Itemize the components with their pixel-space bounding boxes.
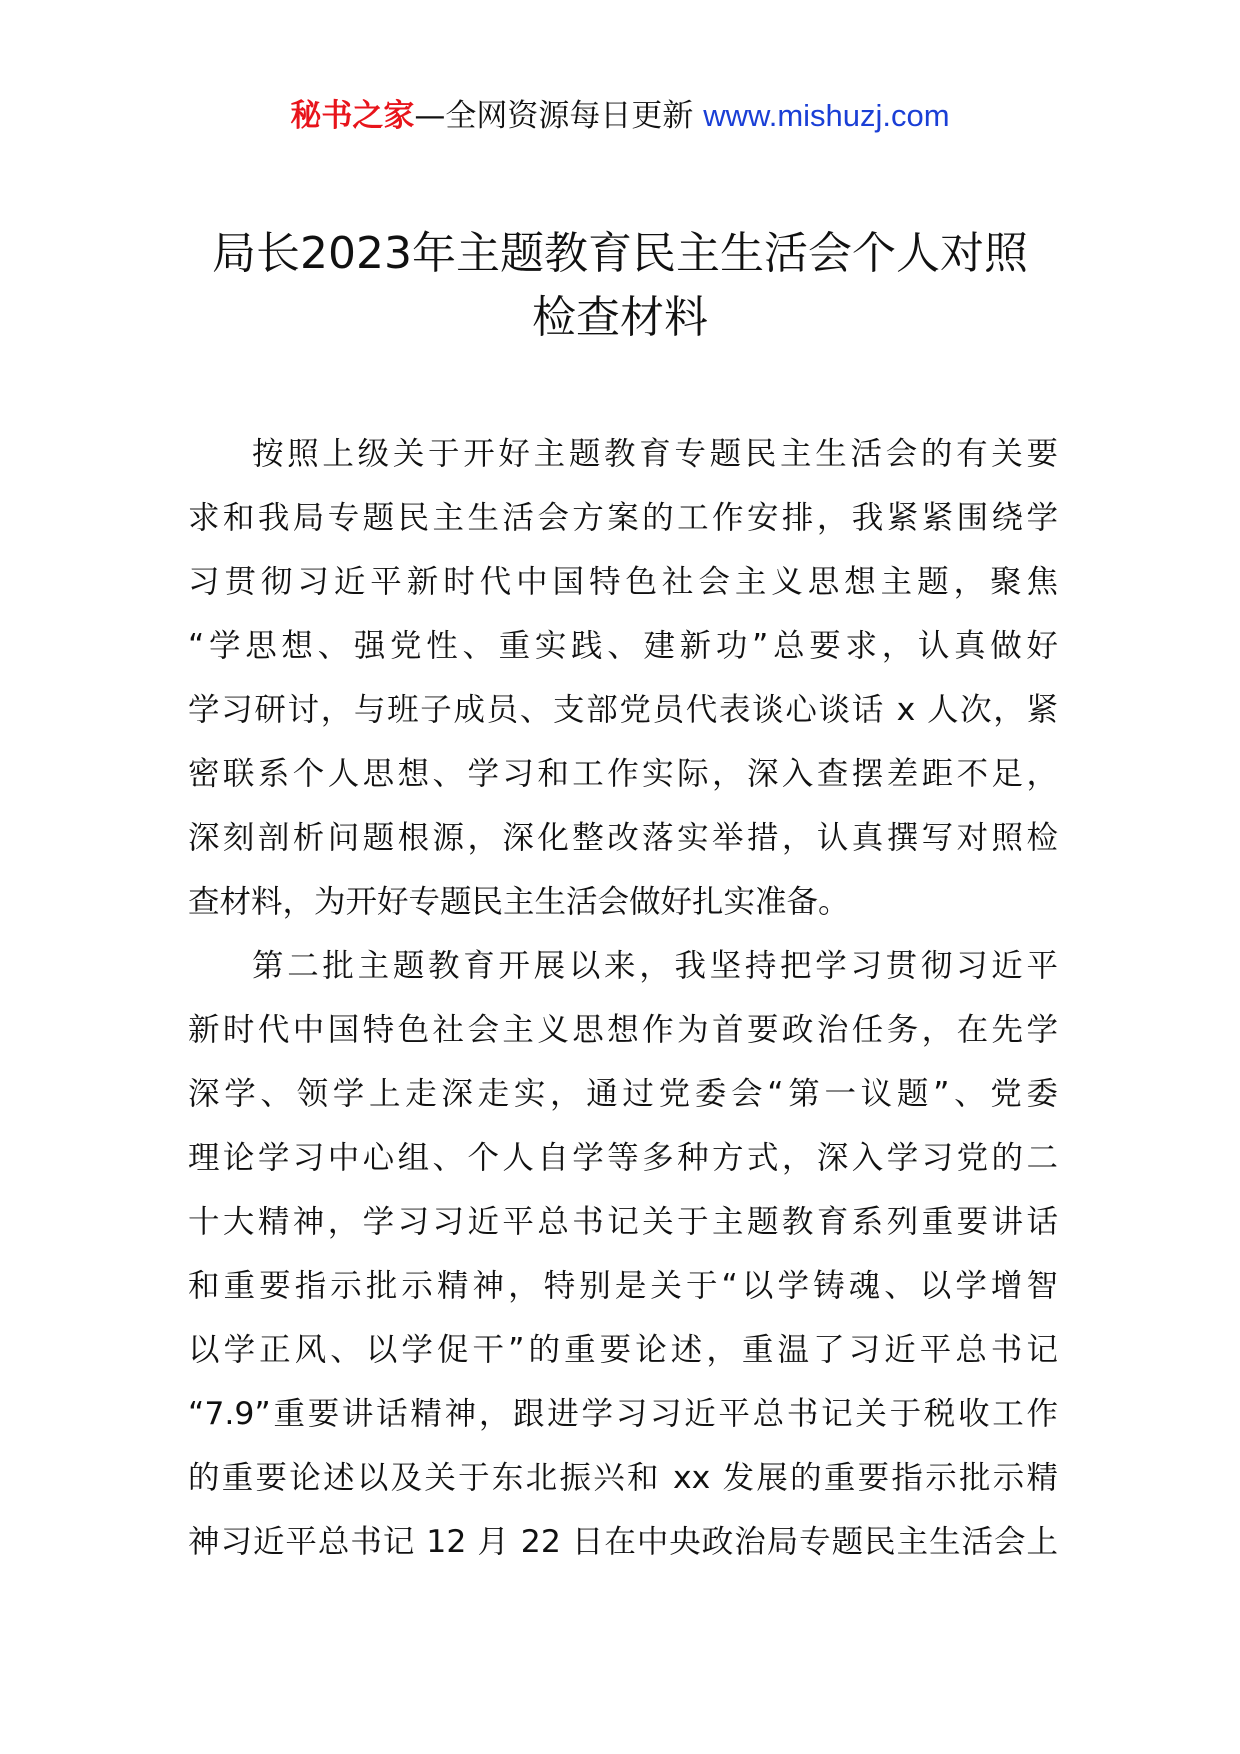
paragraph-line: 十大精神，学习习近平总书记关于主题教育系列重要讲话 bbox=[188, 1204, 1058, 1240]
document-title bbox=[170, 222, 1070, 350]
paragraph-line: 求和我局专题民主生活会方案的工作安排，我紧紧围绕学 bbox=[188, 500, 1058, 536]
brand-name: 秘书之家 bbox=[290, 98, 415, 134]
paragraph-line: 的重要论述以及关于东北振兴和 xx 发展的重要指示批示精 bbox=[188, 1460, 1058, 1496]
paragraph-line: 按照上级关于开好主题教育专题民主生活会的有关要 bbox=[252, 436, 1058, 472]
site-header bbox=[0, 96, 1240, 136]
paragraph-line: 查材料，为开好专题民主生活会做好扎实准备。 bbox=[188, 884, 850, 920]
header-tagline: —全网资源每日更新 bbox=[414, 98, 694, 134]
paragraph-line: 以学正风、以学促干”的重要论述，重温了习近平总书记 bbox=[188, 1332, 1058, 1368]
paragraph-line: 密联系个人思想、学习和工作实际，深入查摆差距不足， bbox=[188, 756, 1058, 792]
paragraph-line: 神习近平总书记 12 月 22 日在中央政治局专题民主生活会上 bbox=[188, 1524, 1058, 1560]
paragraph-line: 习贯彻习近平新时代中国特色社会主义思想主题，聚焦 bbox=[188, 564, 1058, 600]
paragraph-line: 和重要指示批示精神，特别是关于“以学铸魂、以学增智 bbox=[188, 1268, 1058, 1304]
paragraph-line: 新时代中国特色社会主义思想作为首要政治任务，在先学 bbox=[188, 1012, 1058, 1048]
paragraph-line: 学习研讨，与班子成员、支部党员代表谈心谈话 x 人次，紧 bbox=[188, 692, 1058, 728]
title-line-1: 局长2023年主题教育民主生活会个人对照 bbox=[212, 228, 1028, 279]
paragraph-line: 深刻剖析问题根源，深化整改落实举措，认真撰写对照检 bbox=[188, 820, 1058, 856]
document-body bbox=[188, 422, 1058, 1574]
paragraph-line: “学思想、强党性、重实践、建新功”总要求，认真做好 bbox=[188, 628, 1058, 664]
title-line-2: 检查材料 bbox=[532, 292, 708, 343]
paragraph-1 bbox=[188, 422, 1058, 934]
paragraph-line: “7.9”重要讲话精神，跟进学习习近平总书记关于税收工作 bbox=[188, 1396, 1058, 1432]
paragraph-line: 第二批主题教育开展以来，我坚持把学习贯彻习近平 bbox=[252, 948, 1058, 984]
paragraph-line: 理论学习中心组、个人自学等多种方式，深入学习党的二 bbox=[188, 1140, 1058, 1176]
paragraph-line: 深学、领学上走深走实，通过党委会“第一议题”、党委 bbox=[188, 1076, 1058, 1112]
site-url[interactable]: www.mishuzj.com bbox=[703, 98, 950, 133]
paragraph-2 bbox=[188, 934, 1058, 1574]
